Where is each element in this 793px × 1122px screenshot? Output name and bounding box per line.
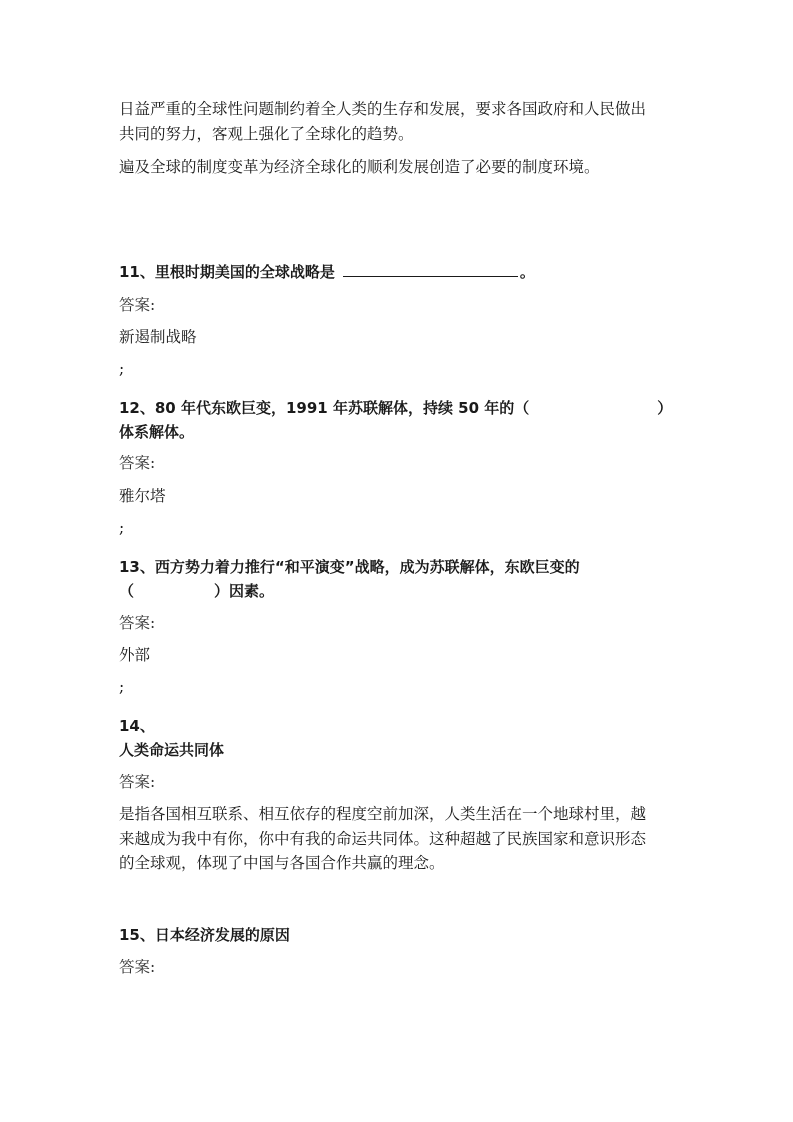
- question-11-answer: 新遏制战略: [119, 328, 197, 346]
- question-14-answer-line-2: 来越成为我中有你，你中有我的命运共同体。这种超越了民族国家和意识形态: [119, 830, 647, 848]
- question-12-close-paren: ）: [657, 399, 673, 417]
- question-14-answer-line-1: 是指各国相互联系、相互依存的程度空前加深，人类生活在一个地球村里，越: [119, 805, 647, 823]
- question-11-answer-label: 答案:: [119, 296, 156, 314]
- question-13-answer: 外部: [119, 646, 151, 664]
- question-12-text: 12、80 年代东欧巨变，1991 年苏联解体，持续 50 年的（: [119, 399, 530, 417]
- question-12-separator: ;: [119, 519, 125, 537]
- question-11: [119, 262, 535, 282]
- question-13-separator: ;: [119, 678, 125, 696]
- question-11-separator: ;: [119, 360, 125, 378]
- question-15-answer-label: 答案:: [119, 958, 156, 976]
- question-11-text: 11、里根时期美国的全球战略是: [119, 263, 335, 281]
- question-12-answer-label: 答案:: [119, 454, 156, 472]
- question-15: 15、日本经济发展的原因: [119, 926, 290, 944]
- question-11-blank: [343, 262, 518, 277]
- question-14-answer-label: 答案:: [119, 773, 156, 791]
- question-14-answer-line-3: 的全球观，体现了中国与各国合作共赢的理念。: [119, 854, 445, 872]
- question-13-answer-label: 答案:: [119, 614, 156, 632]
- question-12-answer: 雅尔塔: [119, 487, 166, 505]
- question-11-end: 。: [519, 263, 535, 281]
- question-14-line-1: 14、: [119, 717, 155, 735]
- question-13-open-paren: （: [119, 582, 135, 600]
- question-14-line-2: 人类命运共同体: [119, 741, 225, 759]
- intro-paragraph-1-line-1: 日益严重的全球性问题制约着全人类的生存和发展，要求各国政府和人民做出: [119, 100, 647, 118]
- question-13-line-2: [119, 581, 274, 601]
- question-12-line-1: [119, 398, 672, 418]
- question-13-text-end: ）因素。: [214, 582, 275, 600]
- intro-paragraph-2: 遍及全球的制度变革为经济全球化的顺利发展创造了必要的制度环境。: [119, 158, 600, 176]
- question-13-line-1: 13、西方势力着力推行“和平演变”战略，成为苏联解体，东欧巨变的: [119, 558, 580, 576]
- question-12-line-2: 体系解体。: [119, 423, 195, 441]
- intro-paragraph-1-line-2: 共同的努力，客观上强化了全球化的趋势。: [119, 125, 414, 143]
